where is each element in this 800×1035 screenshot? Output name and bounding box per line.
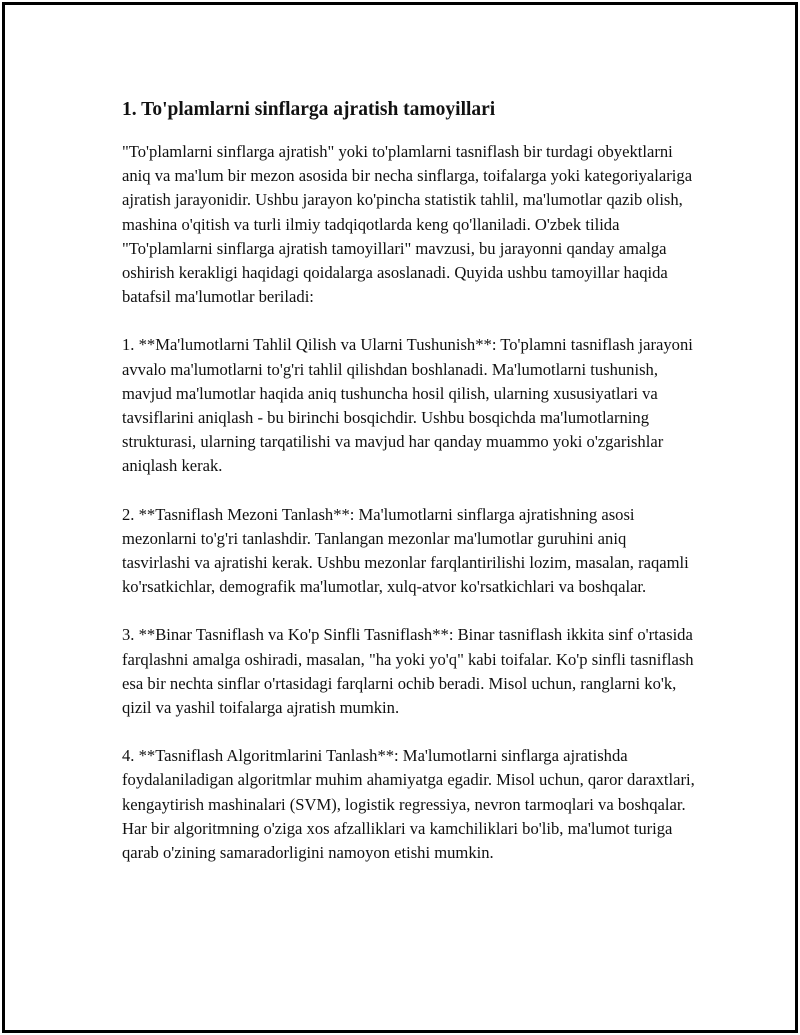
paragraph-1-data-analysis: 1. **Ma'lumotlarni Tahlil Qilish va Ularni Tushunish**: To'plamni tasniflash jarayoni avvalo ma'lumotlarni to'g'ri tahlil qilishdan boshlanadi. Ma'lumotlarni tushunish, mavjud ma'lumotlar haqida aniq tushuncha hosil qilish, ularning xususiyatlari va tavsiflarini aniqlash - bu birinchi bosqichdir. Ushbu bosqichda ma'lumotlarning strukturasi, ularning tarqatilishi va mavjud har qanday muammo yoki o'zgarishlar aniqlash kerak. — [122, 335, 693, 476]
paragraph-4-algorithm-selection: 4. **Tasniflash Algoritmlarini Tanlash**: Ma'lumotlarni sinflarga ajratishda foydalaniladigan algoritmlar muhim ahamiyatga egadir. Misol uchun, qaror daraxtlari, kengaytirish mashinalari (SVM), logistik regressiya, nevron tarmoqlari va boshqalar. Har bir algoritmning o'ziga xos afzalliklari va kamchiliklari bo'lib, ma'lumot turiga qarab o'zining samaradorligini namoyon etishi mumkin. — [122, 746, 695, 863]
document-body — [122, 97, 697, 865]
paragraph-2-criteria-selection: 2. **Tasniflash Mezoni Tanlash**: Ma'lumotlarni sinflarga ajratishning asosi mezonlarni to'g'ri tanlashdir. Tanlangan mezonlar ma'lumotlar guruhini aniq tasvirlashi va ajratishi kerak. Ushbu mezonlar farqlantirilishi lozim, masalan, raqamli ko'rsatkichlar, demografik ma'lumotlar, xulq-atvor ko'rsatkichlari va boshqalar. — [122, 504, 689, 597]
page-frame — [2, 2, 798, 1033]
intro-paragraph: "To'plamlarni sinflarga ajratish" yoki to'plamlarni tasniflash bir turdagi obyektlarni aniq va ma'lum bir mezon asosida bir necha sinflarga, toifalarga yoki kategoriyalariga ajratish jarayonidir. Ushbu jarayon ko'pincha statistik tahlil, ma'lumotlar qazib olish, mashina o'qitish va turli ilmiy tadqiqotlarda keng qo'llaniladi. O'zbek tilida "To'plamlarni sinflarga ajratish tamoyillari" mavzusi, bu jarayonni qanday amalga oshirish kerakligi haqidagi qoidalarga asoslanadi. Quyida ushbu tamoyillar haqida batafsil ma'lumotlar beriladi: — [122, 142, 693, 307]
paragraph-3-binary-multiclass: 3. **Binar Tasniflash va Ko'p Sinfli Tasniflash**: Binar tasniflash ikkita sinf o'rtasida farqlashni amalga oshiradi, masalan, "ha yoki yo'q" kabi toifalar. Ko'p sinfli tasniflash esa bir nechta sinflar o'rtasidagi farqlarni ochib beradi. Misol uchun, ranglarni ko'k, qizil va yashil toifalarga ajratish mumkin. — [122, 625, 694, 718]
document-title: 1. To'plamlarni sinflarga ajratish tamoyillari — [122, 99, 496, 120]
